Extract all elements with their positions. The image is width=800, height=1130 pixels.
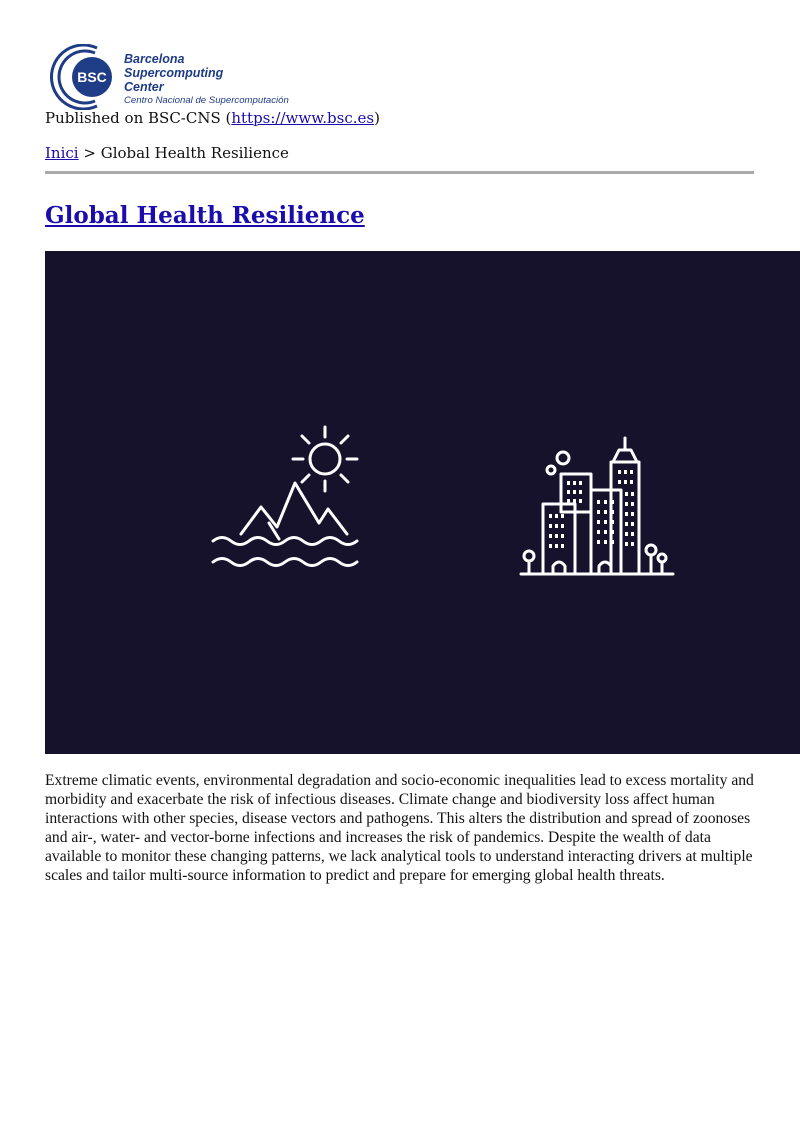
landscape-sun-mountain-waves-icon [207,421,367,581]
published-prefix: Published on BSC-CNS ( [45,109,232,127]
page-title-link[interactable]: Global Health Resilience [45,202,365,229]
published-on-line [45,109,380,127]
breadcrumb-current: Global Health Resilience [100,144,289,162]
breadcrumb-separator: > [83,144,96,162]
logo-badge-text: BSC [77,69,107,85]
logo-line-3: Center [124,80,164,94]
logo-line-1: Barcelona [124,52,185,66]
breadcrumb-home-link[interactable]: Inici [45,144,79,162]
breadcrumb [45,144,289,162]
page-title [45,202,365,229]
bsc-logo-mark [44,44,124,110]
logo-wordmark [124,52,223,94]
city-skyline-icon [519,434,679,582]
header-divider [45,171,754,174]
body-paragraph: Extreme climatic events, environmental degradation and socio-economic inequalities lead to excess mortality and morbidity and exacerbate the risk of infectious diseases. Climate change and biodiversity loss affect human interactions with other species, disease vectors and pathogens. This alters the distribution and spread of zoonoses and air-, water- and vector-borne infections and increases the risk of pandemics. Despite the wealth of data available to monitor these changing patterns, we lack analytical tools to understand interacting drivers at multiple scales and tailor multi-source information to predict and prepare for emerging global health threats. [45,772,754,885]
bsc-logo[interactable] [44,44,304,110]
published-suffix: ) [374,109,380,127]
published-source-link[interactable]: https://www.bsc.es [231,109,375,127]
hero-image [45,251,800,754]
logo-tagline: Centro Nacional de Supercomputación [124,95,289,106]
logo-line-2: Supercomputing [124,66,224,80]
